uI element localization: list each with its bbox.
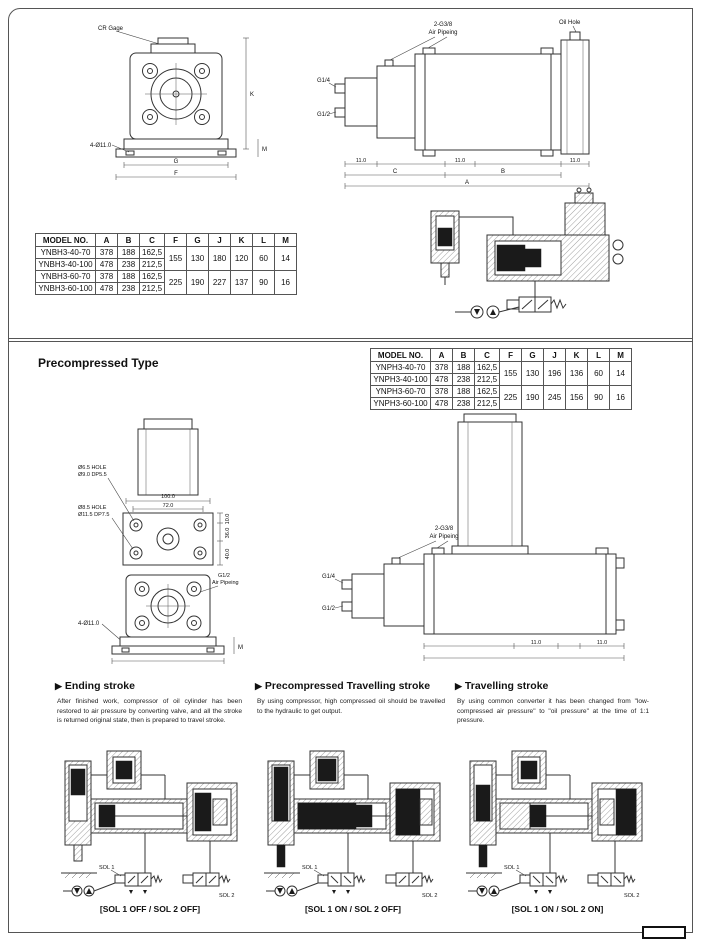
precompressed-front-drawing xyxy=(78,413,278,673)
g14-label: G1/4 xyxy=(317,78,331,84)
cell: 136 xyxy=(566,362,588,386)
table-header: J xyxy=(544,349,566,362)
dim-f-label: F xyxy=(174,171,178,177)
schematic-ending-stroke xyxy=(55,745,245,903)
cell: 238 xyxy=(453,374,475,386)
table-header: K xyxy=(566,349,588,362)
table-header: M xyxy=(610,349,632,362)
sol2-label: SOL 2 xyxy=(624,893,640,899)
stroke-title-text: Ending stroke xyxy=(64,680,135,692)
dim-11-a: 11.0 xyxy=(355,158,367,164)
cell: 130 xyxy=(187,247,209,271)
cell: YNPH3-60-70 xyxy=(371,386,431,398)
table-header: G xyxy=(522,349,544,362)
stroke-title-text: Precompressed Travelling stroke xyxy=(264,680,431,692)
cell: 378 xyxy=(431,362,453,374)
table-header: L xyxy=(588,349,610,362)
table-header-row xyxy=(371,349,632,362)
air-pipe-label-3: 2-G3/8 xyxy=(434,526,454,532)
hole-label-1b: Ø9.0 DP5.5 xyxy=(78,472,107,478)
hole-label-2a: Ø8.5 HOLE xyxy=(78,505,107,511)
table-header: L xyxy=(253,234,275,247)
air-pipe-label-4: Air Pipeing xyxy=(429,534,459,540)
stroke-title-text: Travelling stroke xyxy=(464,680,549,692)
bolt-holes-label-2: 4-Ø11.0 xyxy=(78,621,100,627)
table-header: A xyxy=(431,349,453,362)
oil-hole-label: Oil Hole xyxy=(559,20,581,26)
table-header: MODEL NO. xyxy=(36,234,96,247)
cell: 14 xyxy=(610,362,632,386)
dim-a-label: A xyxy=(464,180,470,186)
g12-pipe-label-1: G1/2 xyxy=(218,573,230,579)
cell: 90 xyxy=(253,271,275,295)
cell: YNBH3-60-70 xyxy=(36,271,96,283)
stroke-description: After finished work, compressor of oil cylinder has been restored to air pressure by converting valve, and all the stroke is returned original state, then is prepared to travel stroke. xyxy=(57,698,242,725)
stroke-description: By using common converter it has been changed from "low-compressed air pressure" to "oil pressure" at the time of 1:1 pressure. xyxy=(457,698,649,725)
table-header: C xyxy=(140,234,165,247)
g12-label: G1/2 xyxy=(317,112,331,118)
cell: 212,5 xyxy=(140,259,165,271)
triangle-bullet-icon: ▶ xyxy=(455,681,462,691)
cell: 478 xyxy=(431,374,453,386)
table-header: M xyxy=(275,234,297,247)
cell: 162,5 xyxy=(140,271,165,283)
cell: 16 xyxy=(610,386,632,410)
table-header-row xyxy=(36,234,297,247)
cell: 162,5 xyxy=(140,247,165,259)
dim-11-b: 11.0 xyxy=(454,158,466,164)
cell: YNPH3-40-70 xyxy=(371,362,431,374)
dim-g-label: G xyxy=(173,159,179,165)
cell: 16 xyxy=(275,271,297,295)
dim-m-label-2: M xyxy=(238,645,243,651)
g14-label-2: G1/4 xyxy=(322,574,336,580)
dim-k-label: K xyxy=(250,92,255,98)
cell: 60 xyxy=(253,247,275,271)
sol-state-caption: [SOL 1 ON / SOL 2 OFF] xyxy=(304,904,402,914)
table-header: J xyxy=(209,234,231,247)
cell: 162,5 xyxy=(475,386,500,398)
cell: 238 xyxy=(453,398,475,410)
cell: 190 xyxy=(187,271,209,295)
table-header: F xyxy=(500,349,522,362)
sol-state-caption: [SOL 1 OFF / SOL 2 OFF] xyxy=(99,904,201,914)
cell: YNPH3-40-100 xyxy=(371,374,431,386)
cr-gage-label: CR Gage xyxy=(98,26,124,32)
dim-11-d: 11.0 xyxy=(530,640,542,646)
cell: 225 xyxy=(165,271,187,295)
cell: 180 xyxy=(209,247,231,271)
hole-label-1a: Ø6.5 HOLE xyxy=(78,465,107,471)
cell: 212,5 xyxy=(475,374,500,386)
cell: 60 xyxy=(588,362,610,386)
sol2-label: SOL 2 xyxy=(422,893,438,899)
side-view-drawing xyxy=(315,14,620,194)
table-header: G xyxy=(187,234,209,247)
spec-table-ynph3 xyxy=(370,348,632,410)
table-row xyxy=(371,386,632,398)
table-header: MODEL NO. xyxy=(371,349,431,362)
triangle-bullet-icon: ▶ xyxy=(55,681,62,691)
cell: 188 xyxy=(453,386,475,398)
sol1-label: SOL 1 xyxy=(99,865,115,871)
cell: 188 xyxy=(118,271,140,283)
front-view-drawing xyxy=(88,20,278,190)
g12-pipe-label-2: Air Pipeing xyxy=(212,580,239,586)
section-divider xyxy=(8,338,693,342)
converter-schematic xyxy=(415,183,655,335)
stroke-title-ending xyxy=(55,680,135,692)
cell: 190 xyxy=(522,386,544,410)
sol1-label: SOL 1 xyxy=(504,865,520,871)
dim-c-label: C xyxy=(392,169,398,175)
cell: YNBH3-60-100 xyxy=(36,283,96,295)
table-header: K xyxy=(231,234,253,247)
cell: 227 xyxy=(209,271,231,295)
dim-11-c: 11.0 xyxy=(569,158,581,164)
g12-label-2: G1/2 xyxy=(322,606,336,612)
air-pipe-label-1: 2-G3/8 xyxy=(433,22,453,28)
cell: 378 xyxy=(96,247,118,259)
cell: 478 xyxy=(96,283,118,295)
cell: 478 xyxy=(96,259,118,271)
table-row xyxy=(36,247,297,259)
dim-40-label: 40.0 xyxy=(225,548,231,560)
table-header: F xyxy=(165,234,187,247)
cell: 155 xyxy=(500,362,522,386)
schematic-travelling-stroke xyxy=(460,745,650,903)
cell: 188 xyxy=(453,362,475,374)
dim-b-label: B xyxy=(500,169,506,175)
spec-table-ynbh3 xyxy=(35,233,297,295)
dim-100-label: 100.0 xyxy=(161,494,175,500)
cell: YNBH3-40-70 xyxy=(36,247,96,259)
sol-state-caption: [SOL 1 ON / SOL 2 ON] xyxy=(511,904,604,914)
stroke-title-precompressed xyxy=(255,680,430,692)
dim-36-label: 36.0 xyxy=(225,527,231,539)
corner-logo xyxy=(642,926,686,939)
cell: 238 xyxy=(118,283,140,295)
stroke-description: By using compressor, high compressed oil should be travelled to the hydraulic to get output. xyxy=(257,698,445,715)
sol2-label: SOL 2 xyxy=(219,893,235,899)
table-row xyxy=(36,271,297,283)
cell: 90 xyxy=(588,386,610,410)
table-header: B xyxy=(453,349,475,362)
cell: 155 xyxy=(165,247,187,271)
cell: 245 xyxy=(544,386,566,410)
dim-11-e: 11.0 xyxy=(596,640,608,646)
schematic-precompressed-travelling xyxy=(258,745,448,903)
precompressed-type-heading: Precompressed Type xyxy=(38,356,159,370)
cell: 378 xyxy=(431,386,453,398)
table-header: C xyxy=(475,349,500,362)
cell: 130 xyxy=(522,362,544,386)
dim-10-label: 10.0 xyxy=(225,513,231,525)
dim-m-label: M xyxy=(262,147,267,153)
cell: 212,5 xyxy=(475,398,500,410)
cell: YNPH3-60-100 xyxy=(371,398,431,410)
precompressed-side-drawing xyxy=(318,408,653,670)
cell: 120 xyxy=(231,247,253,271)
cell: 162,5 xyxy=(475,362,500,374)
cell: 137 xyxy=(231,271,253,295)
air-pipe-label-2: Air Pipeing xyxy=(428,30,458,36)
cell: 196 xyxy=(544,362,566,386)
sol1-label: SOL 1 xyxy=(302,865,318,871)
cell: 14 xyxy=(275,247,297,271)
bolt-holes-label: 4-Ø11.0 xyxy=(90,143,112,149)
cell: 212,5 xyxy=(140,283,165,295)
cell: YNBH3-40-100 xyxy=(36,259,96,271)
triangle-bullet-icon: ▶ xyxy=(255,681,262,691)
cell: 378 xyxy=(96,271,118,283)
stroke-title-travelling xyxy=(455,680,548,692)
cell: 188 xyxy=(118,247,140,259)
cell: 238 xyxy=(118,259,140,271)
cell: 156 xyxy=(566,386,588,410)
table-header: B xyxy=(118,234,140,247)
dim-72-label: 72.0 xyxy=(162,503,174,509)
hole-label-2b: Ø11.5 DP7.5 xyxy=(78,512,110,518)
table-row xyxy=(371,362,632,374)
cell: 225 xyxy=(500,386,522,410)
cell: 478 xyxy=(431,398,453,410)
table-header: A xyxy=(96,234,118,247)
